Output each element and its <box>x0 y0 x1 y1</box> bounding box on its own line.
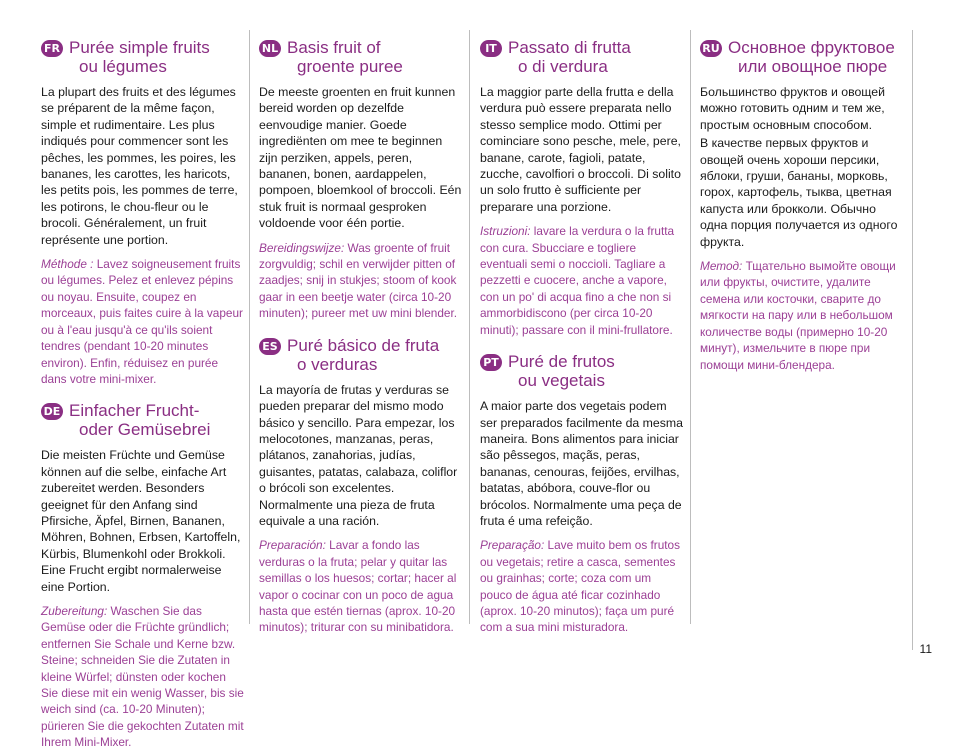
title-line1: Einfacher Frucht- <box>69 401 200 421</box>
column-separator-2 <box>469 30 470 624</box>
body-text-pt: A maior parte dos vegetais podem ser preparados facilmente da mesma maneira. Bons alimentos para iniciar são pêssegos, maçãs, peras, bananas, cenouras, feijões, ervilhas, batatas, abóbora, couve-flor ou brócolos. Normalmente uma peça de fruta é uma refeição. <box>480 399 683 528</box>
section-title-it <box>480 38 684 76</box>
column-separator-4 <box>912 30 913 650</box>
section-title-fr <box>41 38 245 76</box>
title-line2: ou vegetais <box>518 371 605 391</box>
method-label-fr: Méthode : <box>41 257 94 272</box>
page-number: 11 <box>919 642 932 656</box>
body-text-ru-2: В качестве первых фруктов и овощей очень хороши персики, яблоки, груши, бананы, морковь, горох, картофель, тыква, цветная капуста или брокколи. Обычно одна порция получается из одного фрукта. <box>700 136 898 249</box>
method-body-fr: Lavez soigneusement fruits ou légumes. Pelez et enlevez pépins ou noyau. Ensuite, coupez en morceaux, puis faites cuire à la vapeur ou à l'eau jusqu'à ce qu'ils soient tendres (pendant 10-20 minutes environ). Enfin, réduisez en purée dans votre mini-mixer. <box>41 257 243 386</box>
language-badge-fr: FR <box>41 40 63 57</box>
title-line2: groente puree <box>297 57 403 76</box>
method-label-nl: Bereidingswijze: <box>259 240 345 255</box>
method-body-it: lavare la verdura o la frutta con cura. Sbucciare e togliere eventuali semi o noccioli. Tagliare a pezzetti e cuocere, anche a vapore, con un po' di acqua fino a che non si ammorbidiscono (per circa 10-20 minuti); passare con il mini-frullatore. <box>480 224 675 337</box>
method-text-de <box>41 603 245 751</box>
title-line2: o di verdura <box>518 57 608 76</box>
method-text-it <box>480 223 684 338</box>
body-text-de: Die meisten Früchte und Gemüse können auf die selbe, einfache Art zubereitet werden. Besonders geeignet für den Anfang sind Pfirsiche, Äpfel, Birnen, Bananen, Möhren, Bohnen, Erbsen, Kartoffeln, Kürbis, Blumenkohl oder Brokkoli. Eine Frucht ergibt normalerweise eine Portion. <box>41 448 241 594</box>
language-badge-de: DE <box>41 403 63 420</box>
section-title-ru <box>700 38 906 76</box>
language-badge-ru: RU <box>700 40 722 57</box>
method-label-pt: Preparação: <box>480 538 545 553</box>
body-text-fr: La plupart des fruits et des légumes se préparent de la même façon, simple et rudimentaire. Les plus indiqués pour commencer sont les pêches, les pommes, les poires, les bananes, les carottes, les haricots, les petits pois, les pommes de terre, les potirons, le chou-fleur ou le brocoli. Généralement, un fruit représente une portion. <box>41 85 238 247</box>
language-badge-es: ES <box>259 338 281 355</box>
body-text-nl: De meeste groenten en fruit kunnen bereid worden op dezelfde eenvoudige manier. Goede ingrediënten om mee te beginnen zijn perziken, appels, peren, bananen, bonen, aardappelen, pompoen, bloemkool of broccoli. Eén stuk fruit is normaal gesproken voldoende voor één portie. <box>259 85 462 231</box>
section-title-de <box>41 401 245 439</box>
body-text-ru-1: Большинство фруктов и овощей можно готовить одним и тем же, простым основным способом. <box>700 85 885 132</box>
method-label-it: Istruzioni: <box>480 224 531 239</box>
body-text-it: La maggior parte della frutta e della verdura può essere preparata nello stesso semplice modo. Ottimi per cominciare sono pesche, mele, pere, banane, carote, fagioli, patate, zucche, cavolfiori o broccoli. Di solito un solo frutto è sufficiente per preparare una porzione. <box>480 85 681 214</box>
method-label-ru: Метод: <box>700 259 743 274</box>
title-line2: oder Gemüsebrei <box>79 420 211 440</box>
method-text-pt <box>480 537 684 635</box>
column-separator-3 <box>690 30 691 624</box>
title-line1: Puré de frutos <box>508 352 615 372</box>
column-4 <box>700 38 906 624</box>
title-line1: Basis fruit of <box>287 38 381 57</box>
method-body-es: Lavar a fondo las verduras o la fruta; pelar y quitar las semillas o los huesos; cortar; hacer al vapor o cocinar con un poco de agua hasta que estén tiernas (aprox. 10-20 minutos); triturar con su minibatidora. <box>259 538 457 635</box>
method-body-de: Waschen Sie das Gemüse oder die Früchte gründlich; entfernen Sie Schale und Kerne bzw. Steine; schneiden Sie die Zutaten in kleine Würfel; dünsten oder kochen Sie diese mit ein wenig Wasser, bis sie weich sind (ca. 10-20 Minuten); pürieren Sie die gekochten Zutaten mit Ihrem Mini-Mixer. <box>41 603 244 750</box>
section-de <box>41 401 245 750</box>
title-line2: или овощное пюре <box>738 57 888 76</box>
language-badge-pt: PT <box>480 354 502 371</box>
section-fr <box>41 38 245 387</box>
section-pt <box>480 352 684 636</box>
title-line1: Passato di frutta <box>508 38 631 57</box>
column-3 <box>480 38 684 635</box>
section-title-pt <box>480 352 684 390</box>
section-it <box>480 38 684 338</box>
method-text-nl <box>259 240 464 322</box>
method-text-fr <box>41 256 245 387</box>
method-label-de: Zubereitung: <box>41 603 108 618</box>
method-label-es: Preparación: <box>259 538 326 553</box>
column-2 <box>259 38 464 635</box>
title-line1: Основное фруктовое <box>728 38 895 57</box>
section-title-nl <box>259 38 464 76</box>
section-es <box>259 336 464 636</box>
title-line1: Purée simple fruits <box>69 38 210 57</box>
section-title-es <box>259 336 464 374</box>
title-line2: ou légumes <box>79 57 167 76</box>
language-badge-nl: NL <box>259 40 281 57</box>
column-separator-1 <box>249 30 250 624</box>
title-line1: Puré básico de fruta <box>287 335 440 355</box>
method-body-ru: Тщательно вымойте овощи или фрукты, очистите, удалите семена или косточки, сварите до мягкости на пару или в небольшом количестве воды (примерно 10-20 минут), измельчите в пюре при помощи мини-блендера. <box>700 259 896 372</box>
method-body-nl: Was groente of fruit zorgvuldig; schil en verwijder pitten of zaadjes; snij in stukjes; stoom of kook gaar in een beetje water (circa 10-20 minuten); pureer met uw mini blender. <box>259 240 458 321</box>
method-text-es <box>259 537 464 635</box>
language-badge-it: IT <box>480 40 502 57</box>
method-text-ru <box>700 258 906 373</box>
section-ru <box>700 38 906 373</box>
section-nl <box>259 38 464 322</box>
body-text-es: La mayoría de frutas y verduras se pueden preparar del mismo modo básico y sencillo. Para empezar, los melocotones, manzanas, peras, plátanos, zanahorias, judías, guisantes, patatas, calabaza, coliflor o brócoli son excelentes. Normalmente una pieza de fruta equivale a una ración. <box>259 382 458 528</box>
title-line2: o verduras <box>297 354 378 374</box>
column-1 <box>41 38 245 750</box>
method-body-pt: Lave muito bem os frutos ou vegetais; retire a casca, sementes ou grainhas; corte; coza com um pouco de água até ficar cozinhado (aprox. 10-20 minutos); faça um puré com a sua mini misturadora. <box>480 538 681 635</box>
